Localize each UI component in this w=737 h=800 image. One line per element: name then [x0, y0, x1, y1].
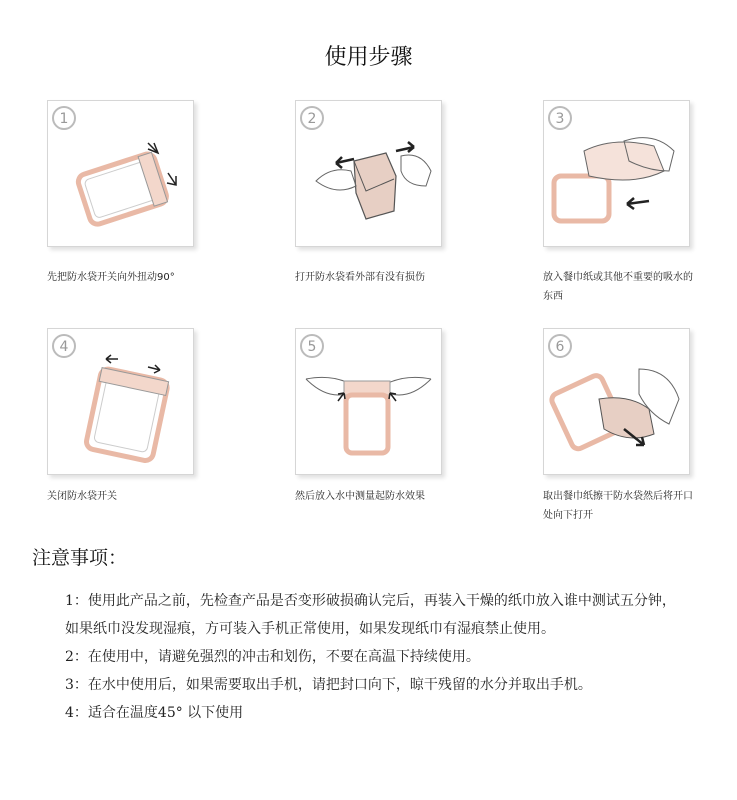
notice-item: 4：适合在温度45° 以下使用	[65, 705, 244, 721]
step-3-illustration	[543, 100, 690, 247]
step-2-illustration	[295, 100, 442, 247]
page-title: 使用步骤	[324, 45, 413, 70]
step-4-caption: 关闭防水袋开关	[47, 491, 117, 502]
step-5-illustration	[295, 328, 442, 475]
step-number: 4	[59, 339, 69, 355]
step-4-illustration	[47, 328, 194, 475]
notice-item: 2：在使用中，请避免强烈的冲击和划伤，不要在高温下持续使用。	[65, 649, 480, 665]
step-number: 5	[307, 339, 317, 355]
step-6-caption: 取出餐巾纸擦干防水袋然后将开口处向下打开	[543, 491, 693, 521]
step-3-caption: 放入餐巾纸或其他不重要的吸水的东西	[543, 272, 693, 302]
step-5-caption: 然后放入水中测量起防水效果	[295, 491, 425, 502]
notice-item: 3：在水中使用后，如果需要取出手机，请把封口向下，晾干残留的水分并取出手机。	[65, 677, 592, 693]
step-number: 3	[555, 111, 565, 127]
step-2-caption: 打开防水袋看外部有没有损伤	[295, 272, 425, 283]
step-number: 1	[59, 111, 69, 127]
step-number: 2	[307, 111, 317, 127]
notice-list	[65, 587, 685, 727]
notice-item: 1：使用此产品之前，先检查产品是否变形破损确认完后，再装入干燥的纸巾放入谁中测试五分钟，如果纸巾没发现湿痕，方可装入手机正常使用，如果发现纸巾有湿痕禁止使用。	[65, 593, 676, 637]
notice-heading: 注意事项：	[32, 547, 128, 569]
step-1-caption: 先把防水袋开关向外扭动90°	[47, 272, 175, 283]
step-number: 6	[555, 339, 565, 355]
step-6-illustration	[543, 328, 690, 475]
step-1-illustration	[47, 100, 194, 247]
